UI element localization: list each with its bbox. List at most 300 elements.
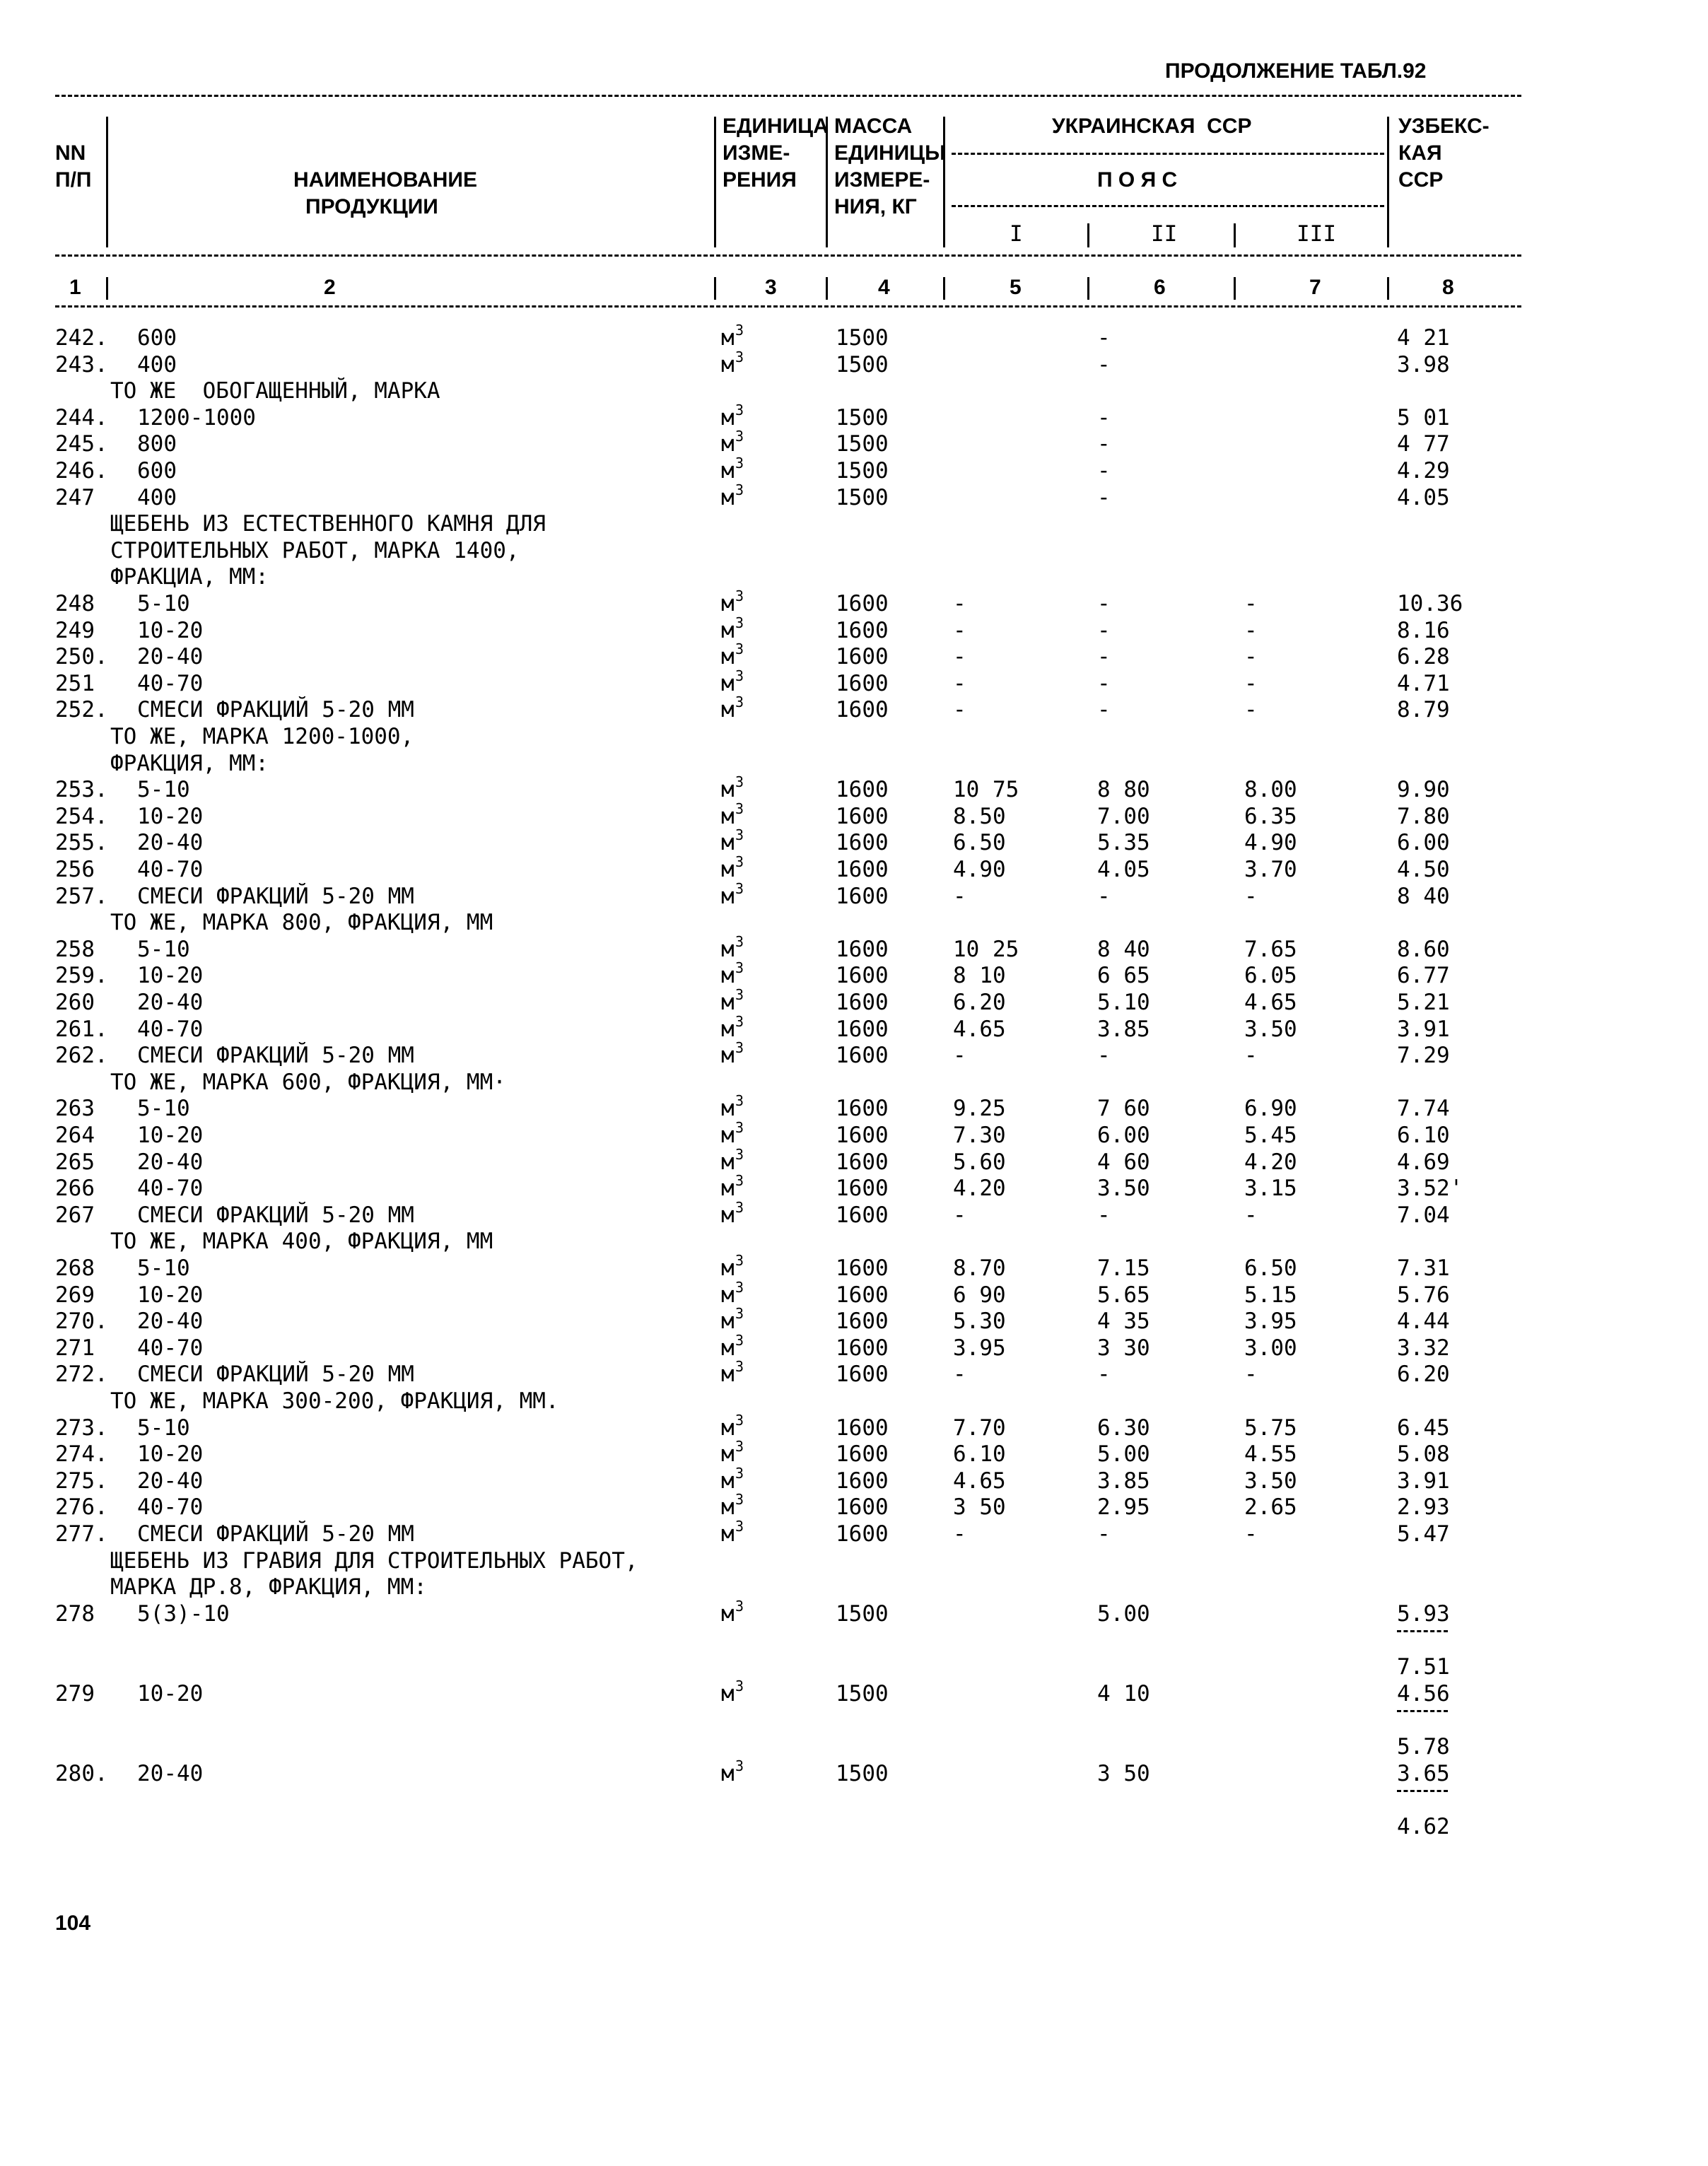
zone-3-price: 3.50 — [1244, 1017, 1297, 1042]
mass-cell: 1600 — [836, 1441, 889, 1467]
unit-exponent: 3 — [735, 1332, 744, 1349]
product-name: 20-40 — [137, 1149, 204, 1175]
unit-cell: м — [721, 937, 735, 962]
unit-exponent: 3 — [735, 640, 744, 657]
unit-cell: м — [721, 1017, 735, 1042]
col4-header-line2: ЕДИНИЦЫ — [834, 141, 946, 165]
product-name: СМЕСИ ФРАКЦИЙ 5-20 ММ — [137, 884, 414, 909]
header-bottom-rule — [55, 305, 1521, 308]
col-number-2: 2 — [324, 276, 336, 299]
unit-exponent: 3 — [735, 1119, 744, 1136]
zone-2-price: 3.50 — [1097, 1176, 1150, 1201]
zone-3-price: 3.00 — [1244, 1335, 1297, 1361]
unit-exponent: 3 — [735, 1039, 744, 1056]
unit-exponent: 3 — [735, 1305, 744, 1322]
uzb-price-top: 3.65 — [1397, 1761, 1450, 1786]
row-number: 246. — [55, 458, 108, 484]
section-heading: МАРКА ДР.8, ФРАКЦИЯ, ММ: — [110, 1574, 427, 1600]
col4-header-line3: ИЗМЕРЕ- — [834, 168, 930, 192]
fraction-bar — [1397, 1710, 1448, 1712]
mass-cell: 1600 — [836, 1309, 889, 1334]
zone-3-price: - — [1244, 1202, 1258, 1228]
product-name: 5-10 — [137, 1255, 190, 1281]
unit-cell: м — [721, 697, 735, 722]
mass-cell: 1600 — [836, 697, 889, 722]
unit-exponent: 3 — [735, 773, 744, 790]
unit-cell: м — [721, 1255, 735, 1281]
zone-3-price: - — [1244, 591, 1258, 616]
section-heading: ФРАКЦИЯ, ММ: — [110, 751, 269, 776]
product-name: СМЕСИ ФРАКЦИЙ 5-20 ММ — [137, 697, 414, 722]
zone-2-price: 5.00 — [1097, 1601, 1150, 1627]
unit-cell: м — [721, 1202, 735, 1228]
unit-cell: м — [721, 1494, 735, 1520]
num-divider-5 — [1087, 277, 1089, 300]
row-number: 252. — [55, 697, 108, 722]
product-name: 40-70 — [137, 671, 204, 696]
unit-exponent: 3 — [735, 986, 744, 1003]
unit-exponent: 3 — [735, 1465, 744, 1482]
zone-3-price: 3.50 — [1244, 1468, 1297, 1494]
zone-3-price: 2.65 — [1244, 1494, 1297, 1520]
uzb-price-top: 4.56 — [1397, 1681, 1450, 1707]
unit-cell: м — [721, 990, 735, 1015]
section-heading: ТО ЖЕ, МАРКА 400, ФРАКЦИЯ, ММ — [110, 1229, 493, 1254]
unit-exponent: 3 — [735, 402, 744, 418]
product-name: 10-20 — [137, 963, 204, 988]
num-divider-2 — [714, 277, 716, 300]
uzb-price: 5.21 — [1397, 990, 1450, 1015]
zone-1-price: 4.65 — [953, 1468, 1006, 1494]
zone-2-price: 4 35 — [1097, 1309, 1150, 1334]
zone-1-price: 6.20 — [953, 990, 1006, 1015]
uzb-price: 10.36 — [1397, 591, 1463, 616]
zone-2-price: - — [1097, 431, 1111, 457]
product-name: 5-10 — [137, 591, 190, 616]
zone-1-price: 8.50 — [953, 804, 1006, 829]
uzb-price: 4.44 — [1397, 1309, 1450, 1334]
unit-cell: м — [721, 963, 735, 988]
fraction-bar — [1397, 1630, 1448, 1632]
zone-2-price: 7.15 — [1097, 1255, 1150, 1281]
unit-exponent: 3 — [735, 481, 744, 498]
unit-cell: м — [721, 1309, 735, 1334]
row-number: 270. — [55, 1309, 108, 1334]
unit-cell: м — [721, 1282, 735, 1308]
zone-3-price: 5.45 — [1244, 1123, 1297, 1148]
zone-3-price: - — [1244, 671, 1258, 696]
mass-cell: 1600 — [836, 644, 889, 669]
product-name: 40-70 — [137, 857, 204, 882]
mass-cell: 1500 — [836, 431, 889, 457]
product-name: 10-20 — [137, 618, 204, 643]
row-number: 272. — [55, 1362, 108, 1387]
product-name: 10-20 — [137, 1282, 204, 1308]
product-name: 10-20 — [137, 1681, 204, 1707]
unit-exponent: 3 — [735, 1252, 744, 1269]
mass-cell: 1500 — [836, 352, 889, 377]
uzb-price-top: 5.93 — [1397, 1601, 1450, 1627]
zone-1-price: - — [953, 591, 966, 616]
zone-2-price: 6.00 — [1097, 1123, 1150, 1148]
col4-header-line1: МАССА — [834, 115, 913, 138]
mass-cell: 1600 — [836, 963, 889, 988]
uzb-price: 7.80 — [1397, 804, 1450, 829]
zone-2-price: 5.00 — [1097, 1441, 1150, 1467]
zone-3-price: 6.35 — [1244, 804, 1297, 829]
zone-1-price: 9.25 — [953, 1096, 1006, 1121]
unit-cell: м — [721, 591, 735, 616]
col-number-6: 6 — [1154, 276, 1166, 299]
product-name: 20-40 — [137, 990, 204, 1015]
row-number: 251 — [55, 671, 95, 696]
unit-cell: м — [721, 1043, 735, 1068]
unit-cell: м — [721, 830, 735, 855]
unit-exponent: 3 — [735, 455, 744, 472]
uzb-price: 8 40 — [1397, 884, 1450, 909]
product-name: 10-20 — [137, 804, 204, 829]
zone-1-price: 6.50 — [953, 830, 1006, 855]
uzb-price: 8.16 — [1397, 618, 1450, 643]
zone-3-price: 7.65 — [1244, 937, 1297, 962]
zone-2-price: - — [1097, 458, 1111, 484]
uzb-price: 7.29 — [1397, 1043, 1450, 1068]
product-name: 20-40 — [137, 644, 204, 669]
zone-1-price: 10 25 — [953, 937, 1019, 962]
row-number: 254. — [55, 804, 108, 829]
col-number-3: 3 — [765, 276, 777, 299]
unit-cell: м — [721, 352, 735, 377]
zone-2-price: - — [1097, 485, 1111, 510]
zone-2-price: - — [1097, 591, 1111, 616]
uzb-header-line1: УЗБЕКС- — [1398, 115, 1490, 138]
unit-cell: м — [721, 405, 735, 431]
uzb-price: 6.28 — [1397, 644, 1450, 669]
num-divider-4 — [943, 277, 945, 300]
product-name: СМЕСИ ФРАКЦИЙ 5-20 ММ — [137, 1521, 414, 1547]
zone-2-price: 5.65 — [1097, 1282, 1150, 1308]
header-middle-rule — [55, 254, 1521, 257]
mass-cell: 1600 — [836, 1149, 889, 1175]
row-number: 248 — [55, 591, 95, 616]
unit-exponent: 3 — [735, 1092, 744, 1109]
mass-cell: 1600 — [836, 1202, 889, 1228]
zone-2-price: - — [1097, 618, 1111, 643]
zone-1-price: 3.95 — [953, 1335, 1006, 1361]
zone-1-price: - — [953, 1043, 966, 1068]
zone-3-price: 4.90 — [1244, 830, 1297, 855]
col-number-5: 5 — [1010, 276, 1022, 299]
product-name: 40-70 — [137, 1017, 204, 1042]
zone-1-price: 6.10 — [953, 1441, 1006, 1467]
product-name: 600 — [137, 325, 177, 351]
section-heading: ТО ЖЕ, МАРКА 800, ФРАКЦИЯ, ММ — [110, 910, 493, 935]
product-name: 1200-1000 — [137, 405, 256, 431]
unit-cell: м — [721, 618, 735, 643]
unit-exponent: 3 — [735, 880, 744, 897]
uzb-price: 3.91 — [1397, 1468, 1450, 1494]
zone-2-price: 5.35 — [1097, 830, 1150, 855]
product-name: 20-40 — [137, 1761, 204, 1786]
col3-header-line1: ЕДИНИЦА — [723, 115, 829, 138]
zone-1-price: 4.20 — [953, 1176, 1006, 1201]
unit-exponent: 3 — [735, 800, 744, 817]
zone-3-price: 6.50 — [1244, 1255, 1297, 1281]
row-number: 276. — [55, 1494, 108, 1520]
uzb-price: 8.79 — [1397, 697, 1450, 722]
zone-1-header: I — [1010, 221, 1023, 247]
mass-cell: 1600 — [836, 937, 889, 962]
row-number: 260 — [55, 990, 95, 1015]
zone-3-price: 3.70 — [1244, 857, 1297, 882]
zone-2-price: 8 80 — [1097, 777, 1150, 802]
col-number-7: 7 — [1309, 276, 1321, 299]
unit-exponent: 3 — [735, 587, 744, 604]
product-name: 400 — [137, 485, 177, 510]
unit-cell: м — [721, 1468, 735, 1494]
row-number: 275. — [55, 1468, 108, 1494]
zone-2-price: - — [1097, 405, 1111, 431]
mass-cell: 1500 — [836, 485, 889, 510]
uzb-price-bottom: 4.62 — [1397, 1814, 1450, 1839]
unit-exponent: 3 — [735, 693, 744, 710]
row-number: 243. — [55, 352, 108, 377]
product-name: 5-10 — [137, 777, 190, 802]
product-name: 20-40 — [137, 830, 204, 855]
uzb-price: 5 01 — [1397, 405, 1450, 431]
row-number: 280. — [55, 1761, 108, 1786]
unit-cell: м — [721, 485, 735, 510]
unit-exponent: 3 — [735, 1146, 744, 1163]
row-number: 242. — [55, 325, 108, 351]
product-name: 5-10 — [137, 1415, 190, 1441]
uzb-price: 4.71 — [1397, 671, 1450, 696]
uzb-price-bottom: 7.51 — [1397, 1654, 1450, 1680]
zone-1-price: - — [953, 644, 966, 669]
uzb-price: 6.45 — [1397, 1415, 1450, 1441]
unit-cell: м — [721, 804, 735, 829]
uzb-price: 4.05 — [1397, 485, 1450, 510]
unit-exponent: 3 — [735, 933, 744, 950]
num-divider-1 — [106, 277, 108, 300]
zone-3-price: 6.90 — [1244, 1096, 1297, 1121]
zone-3-price: 3.15 — [1244, 1176, 1297, 1201]
num-divider-6 — [1234, 277, 1236, 300]
mass-cell: 1600 — [836, 884, 889, 909]
row-number: 261. — [55, 1017, 108, 1042]
uzb-price: 4.50 — [1397, 857, 1450, 882]
row-number: 256 — [55, 857, 95, 882]
unit-cell: м — [721, 1601, 735, 1627]
mass-cell: 1600 — [836, 671, 889, 696]
zone-1-price: 8.70 — [953, 1255, 1006, 1281]
unit-exponent: 3 — [735, 1172, 744, 1189]
zone-3-price: 8.00 — [1244, 777, 1297, 802]
zone-1-price: 6 90 — [953, 1282, 1006, 1308]
zone-1-price: - — [953, 697, 966, 722]
col-divider-5 — [1087, 223, 1089, 247]
unit-exponent: 3 — [735, 667, 744, 684]
product-name: 20-40 — [137, 1309, 204, 1334]
row-number: 255. — [55, 830, 108, 855]
unit-cell: м — [721, 431, 735, 457]
zone-2-price: - — [1097, 1202, 1111, 1228]
uzb-price: 4.69 — [1397, 1149, 1450, 1175]
zone-3-price: - — [1244, 697, 1258, 722]
mass-cell: 1600 — [836, 1017, 889, 1042]
zone-3-price: - — [1244, 884, 1258, 909]
mass-cell: 1500 — [836, 1681, 889, 1707]
num-divider-3 — [826, 277, 828, 300]
zone-3-header: III — [1297, 221, 1336, 247]
mass-cell: 1600 — [836, 1043, 889, 1068]
zone-2-price: 3.85 — [1097, 1017, 1150, 1042]
mass-cell: 1600 — [836, 990, 889, 1015]
mass-cell: 1600 — [836, 857, 889, 882]
row-number: 253. — [55, 777, 108, 802]
unit-cell: м — [721, 857, 735, 882]
section-heading: ЩЕБЕНЬ ИЗ ЕСТЕСТВЕННОГО КАМНЯ ДЛЯ — [110, 511, 546, 537]
product-name: 5-10 — [137, 1096, 190, 1121]
col-divider-6 — [1234, 223, 1236, 247]
zone-3-price: - — [1244, 644, 1258, 669]
zone-2-price: - — [1097, 352, 1111, 377]
uzb-price: 3.32 — [1397, 1335, 1450, 1361]
mass-cell: 1500 — [836, 1761, 889, 1786]
uzb-header-line2: КАЯ — [1398, 141, 1442, 165]
row-number: 278 — [55, 1601, 95, 1627]
unit-exponent: 3 — [735, 1678, 744, 1694]
section-heading: ТО ЖЕ, МАРКА 300-200, ФРАКЦИЯ, ММ. — [110, 1388, 559, 1414]
unit-exponent: 3 — [735, 1013, 744, 1030]
unit-exponent: 3 — [735, 1412, 744, 1429]
unit-cell: м — [721, 1761, 735, 1786]
zone-2-price: 3 30 — [1097, 1335, 1150, 1361]
mass-cell: 1600 — [836, 1468, 889, 1494]
zone-3-price: 4.55 — [1244, 1441, 1297, 1467]
zone-2-price: 6.30 — [1097, 1415, 1150, 1441]
row-number: 258 — [55, 937, 95, 962]
mass-cell: 1600 — [836, 1282, 889, 1308]
header-top-rule — [55, 95, 1521, 97]
mass-cell: 1600 — [836, 591, 889, 616]
zone-2-price: - — [1097, 1043, 1111, 1068]
uzb-price: 3.91 — [1397, 1017, 1450, 1042]
col1-header-line2: П/П — [55, 168, 92, 192]
row-number: 249 — [55, 618, 95, 643]
row-number: 273. — [55, 1415, 108, 1441]
zone-2-price: 7.00 — [1097, 804, 1150, 829]
mass-cell: 1600 — [836, 1123, 889, 1148]
row-number: 271 — [55, 1335, 95, 1361]
product-name: 400 — [137, 352, 177, 377]
row-number: 250. — [55, 644, 108, 669]
zone-1-price: 4.65 — [953, 1017, 1006, 1042]
page-number: 104 — [55, 1912, 91, 1935]
uzb-price: 4.29 — [1397, 458, 1450, 484]
col2-header-line2: ПРОДУКЦИИ — [305, 195, 438, 218]
product-name: 40-70 — [137, 1494, 204, 1520]
unit-cell: м — [721, 1681, 735, 1707]
unit-exponent: 3 — [735, 1598, 744, 1615]
uzb-price-bottom: 5.78 — [1397, 1734, 1450, 1760]
ukr-sub-rule — [952, 153, 1384, 155]
uzb-price: 5.08 — [1397, 1441, 1450, 1467]
zone-1-price: 4.90 — [953, 857, 1006, 882]
num-divider-7 — [1387, 277, 1389, 300]
mass-cell: 1600 — [836, 1335, 889, 1361]
zone-2-price: - — [1097, 644, 1111, 669]
zone-2-price: - — [1097, 1521, 1111, 1547]
product-name: 40-70 — [137, 1335, 204, 1361]
col-number-1: 1 — [69, 276, 81, 299]
section-heading: ЩЕБЕНЬ ИЗ ГРАВИЯ ДЛЯ СТРОИТЕЛЬНЫХ РАБОТ, — [110, 1548, 638, 1574]
product-name: 10-20 — [137, 1123, 204, 1148]
row-number: 257. — [55, 884, 108, 909]
uzb-price: 6.00 — [1397, 830, 1450, 855]
zone-2-price: 4 10 — [1097, 1681, 1150, 1707]
unit-exponent: 3 — [735, 428, 744, 445]
col-divider-1 — [106, 117, 108, 247]
unit-exponent: 3 — [735, 1199, 744, 1216]
row-number: 244. — [55, 405, 108, 431]
col-divider-7 — [1387, 117, 1389, 247]
row-number: 259. — [55, 963, 108, 988]
unit-cell: м — [721, 1521, 735, 1547]
unit-cell: м — [721, 884, 735, 909]
unit-cell: м — [721, 777, 735, 802]
col-divider-2 — [714, 117, 716, 247]
zone-2-price: 3 50 — [1097, 1761, 1150, 1786]
mass-cell: 1600 — [836, 618, 889, 643]
unit-exponent: 3 — [735, 853, 744, 870]
zone-1-price: 7.70 — [953, 1415, 1006, 1441]
uzb-price: 4 21 — [1397, 325, 1450, 351]
mass-cell: 1600 — [836, 830, 889, 855]
zone-1-price: - — [953, 618, 966, 643]
uzb-price: 7.74 — [1397, 1096, 1450, 1121]
poyas-header: П О Я С — [1097, 168, 1178, 192]
unit-cell: м — [721, 1149, 735, 1175]
row-number: 268 — [55, 1255, 95, 1281]
zone-1-price: 7.30 — [953, 1123, 1006, 1148]
row-number: 245. — [55, 431, 108, 457]
uzb-price: 4 77 — [1397, 431, 1450, 457]
unit-cell: м — [721, 1096, 735, 1121]
zone-1-price: - — [953, 671, 966, 696]
unit-cell: м — [721, 671, 735, 696]
zone-1-price: - — [953, 1362, 966, 1387]
col3-header-line2: ИЗМЕ- — [723, 141, 790, 165]
zone-2-price: - — [1097, 671, 1111, 696]
col-number-4: 4 — [878, 276, 890, 299]
zone-3-price: - — [1244, 1043, 1258, 1068]
zone-2-price: 4.05 — [1097, 857, 1150, 882]
col4-header-line4: НИЯ, КГ — [834, 195, 917, 218]
uzb-price: 3.98 — [1397, 352, 1450, 377]
unit-cell: м — [721, 1123, 735, 1148]
zone-1-price: 10 75 — [953, 777, 1019, 802]
zone-2-price: 2.95 — [1097, 1494, 1150, 1520]
fraction-bar — [1397, 1790, 1448, 1792]
product-name: 10-20 — [137, 1441, 204, 1467]
zone-3-price: - — [1244, 1521, 1258, 1547]
mass-cell: 1600 — [836, 1176, 889, 1201]
section-heading: ТО ЖЕ ОБОГАЩЕННЫЙ, МАРКА — [110, 378, 440, 404]
zone-3-price: 3.95 — [1244, 1309, 1297, 1334]
unit-exponent: 3 — [735, 1491, 744, 1508]
unit-exponent: 3 — [735, 1757, 744, 1774]
